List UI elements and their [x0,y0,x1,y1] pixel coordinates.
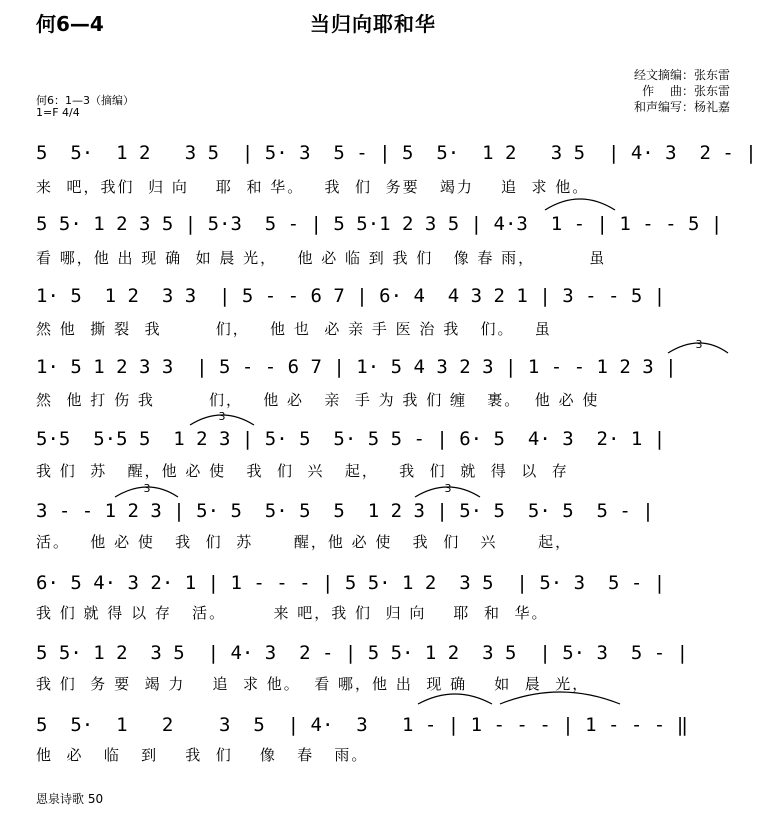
lyrics-line-7: 我 们 就 得 以 存 活。 来 吧，我 们 归 向 耶 和 华。 [36,604,549,622]
triplet-arc [668,343,728,353]
key-signature: 1=F 4/4 [36,106,80,119]
triplet-arc [415,487,480,497]
song-title: 当归向耶和华 [310,12,436,36]
hymn-number: 何6—4 [36,12,104,36]
triplet-mark: 3 [695,338,703,351]
notes-line-1: 5 5· 1 2 3 5 | 5· 3 5 - | 5 5· 1 2 3 5 | 4· 3 2 - | [36,142,757,164]
lyrics-line-1: 来 吧，我们 归 向 耶 和 华。 我 们 务要 竭力 追 求 他。 [36,178,590,196]
notes-line-4: 1· 5 1 2 3 3 | 5 - - 6 7 | 1· 5 4 3 2 3 | 1 - - 1 2 3 | [36,356,677,378]
notes-line-2: 5 5· 1 2 3 5 | 5·3 5 - | 5 5·1 2 3 5 | 4·3 1 - | 1 - - 5 | [36,213,723,235]
triplet-mark: 3 [444,482,452,495]
tie-arc [545,199,615,210]
lyrics-line-5: 我 们 苏 醒，他 必 使 我 们 兴 起， 我 们 就 得 以 存 [36,462,569,480]
triplet-arc [190,415,254,425]
notes-line-7: 6· 5 4· 3 2· 1 | 1 - - - | 5 5· 1 2 3 5 | 5· 3 5 - | [36,572,666,594]
credit-lyrics: 经文摘编：张东雷 [633,68,730,82]
notes-line-3: 1· 5 1 2 3 3 | 5 - - 6 7 | 6· 4 4 3 2 1 | 3 - - 5 | [36,285,666,307]
notes-line-5: 5·5 5·5 5 1 2 3 | 5· 5 5· 5 5 - | 6· 5 4· 3 2· 1 | [36,428,666,450]
scripture-source: 何6：1—3（摘编） [36,94,134,107]
footer-source: 恩泉诗歌 50 [36,792,104,806]
tie-arc [418,694,492,704]
triplet-mark: 3 [143,482,151,495]
lyrics-line-8: 我 们 务 要 竭 力 追 求 他。 看 哪，他 出 现 确 如 晨 光， [36,675,590,693]
notes-line-9: 5 5· 1 2 3 5 | 4· 3 1 - | 1 - - - | 1 - - - ‖ [36,714,689,736]
credit-composer: 作 曲：张东雷 [642,84,730,98]
lyrics-line-3: 然 他 撕 裂 我 们， 他 也 必 亲 手 医 治 我 们。 虽 [36,320,552,338]
lyrics-line-6: 活。 他 必 使 我 们 苏 醒，他 必 使 我 们 兴 起， [36,533,573,551]
lyrics-line-4: 然 他 打 伤 我 们， 他 必 亲 手 为 我 们 缠 裹。 他 必 使 [36,391,600,409]
lyrics-line-2: 看 哪，他 出 现 确 如 晨 光， 他 必 临 到 我 们 像 春 雨， 虽 [36,249,607,267]
notes-line-6: 3 - - 1 2 3 | 5· 5 5· 5 5 1 2 3 | 5· 5 5· 5 5 - | [36,500,654,522]
triplet-mark: 3 [218,410,226,423]
notes-line-8: 5 5· 1 2 3 5 | 4· 3 2 - | 5 5· 1 2 3 5 | 5· 3 5 - | [36,642,689,664]
triplet-arc [115,487,178,497]
lyrics-line-9: 他 必 临 到 我 们 像 春 雨。 [36,746,369,764]
credit-harmony: 和声编写：杨礼嘉 [633,100,730,114]
